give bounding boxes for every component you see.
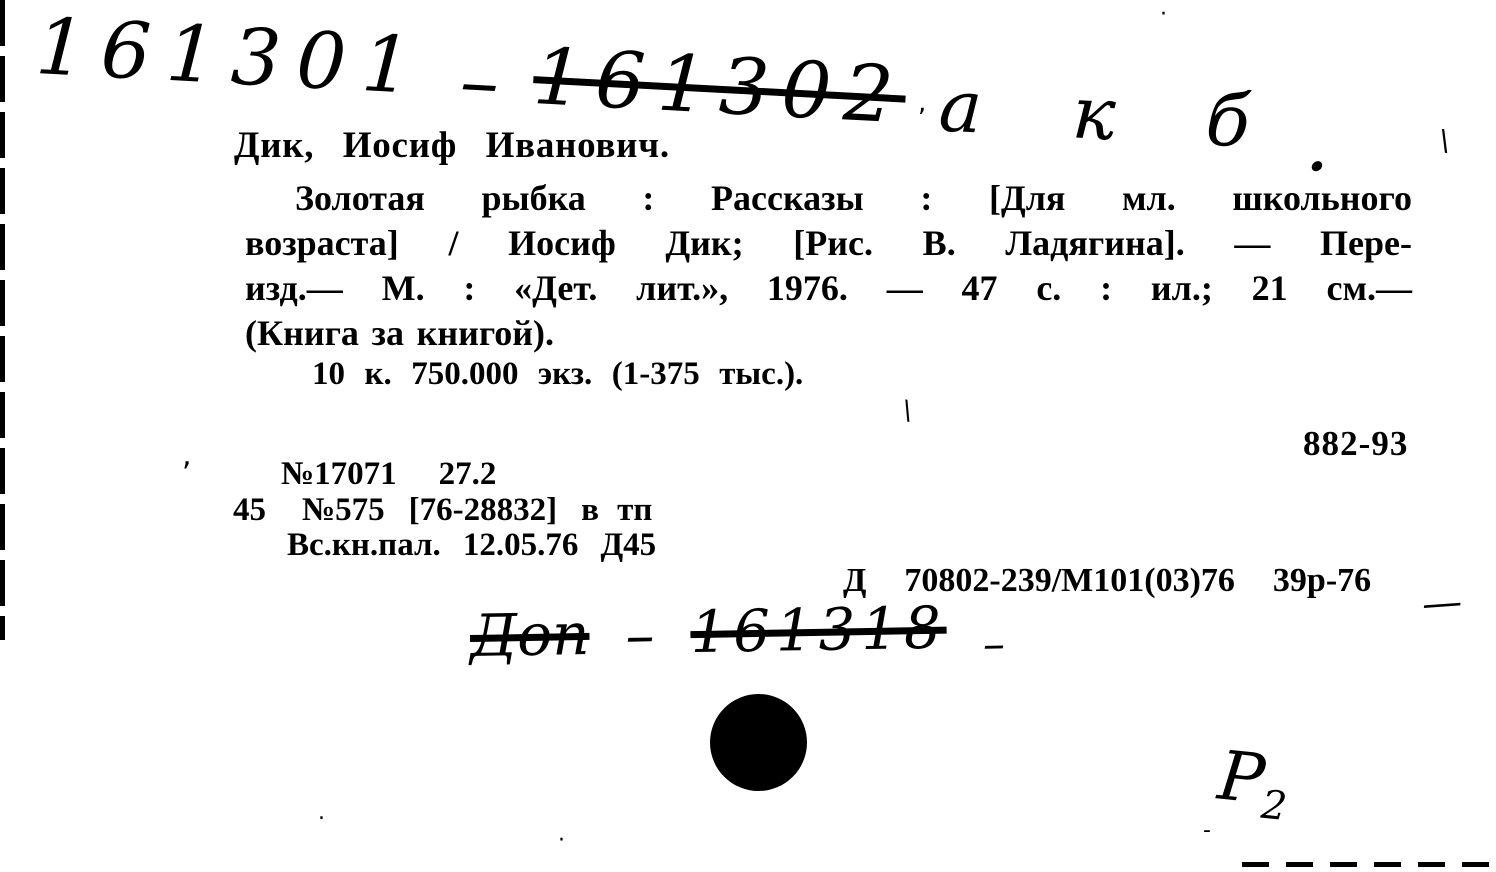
punch-hole: [710, 694, 807, 791]
ink-speck: ,: [918, 88, 927, 118]
ink-speck: ·: [1160, 2, 1167, 27]
book-chamber-line: Вс.кн.пал. 12.05.76 Д45: [287, 527, 657, 563]
handwritten-struck-annotation: [469, 593, 1005, 670]
index-price-code: 39р-76: [1272, 562, 1372, 599]
handwritten-period: .: [1303, 98, 1333, 190]
order-number: №17071: [281, 456, 397, 492]
ink-speck: ·: [558, 828, 565, 853]
index-code: 70802-239/М101(03)76: [904, 562, 1235, 599]
accession-number-end-struck: 161302: [531, 32, 908, 142]
series-prefix: 45: [233, 492, 266, 528]
registration-line-1: [281, 456, 496, 493]
accession-range-dash: –: [457, 36, 502, 129]
corner-letter: P: [1214, 736, 1269, 820]
series-number: №575: [302, 492, 385, 528]
index-letter: Д: [843, 562, 867, 599]
class-code: 27.2: [438, 456, 497, 492]
ink-speck: \: [1437, 123, 1453, 158]
udc-number: 882-93: [1303, 424, 1409, 463]
description-line: возраста] / Иосиф Дик; [Рис. В. Ладягина]. — Пере-: [245, 223, 1412, 263]
handwritten-tail-dash: —: [1420, 578, 1464, 628]
ink-speck: -: [1203, 818, 1211, 843]
handwritten-letters: а к б: [936, 63, 1275, 165]
batch-code: [76-28832]: [408, 492, 558, 528]
ink-speck: \: [899, 395, 915, 427]
ink-speck: .: [318, 800, 325, 825]
batch-suffix: в тп: [581, 492, 653, 528]
struck-accession-number: 161318: [689, 593, 948, 667]
annotation-dash: –: [624, 600, 656, 670]
handwritten-corner-mark: [1214, 737, 1294, 831]
struck-word: Доп: [469, 599, 591, 670]
description-line: Золотая рыбка : Рассказы : [Для мл. школьного: [295, 178, 1412, 218]
ink-speck: ,: [182, 438, 192, 473]
price-and-print-run: 10 к. 750.000 экз. (1-375 тыс.).: [312, 356, 804, 392]
bottom-dashed-line: [1242, 862, 1496, 867]
accession-number-start: 161301: [33, 2, 430, 113]
description-line: изд.— М. : «Дет. лит.», 1976. — 47 с. : ил.; 21 см.—: [245, 268, 1412, 308]
author-heading: Дик, Иосиф Иванович.: [234, 125, 670, 166]
registration-line-2: [233, 492, 652, 529]
description-line: (Книга за книгой).: [245, 313, 554, 353]
corner-subscript: 2: [1259, 781, 1289, 831]
scan-edge-artifact: [0, 0, 5, 640]
annotation-tail-dash: –: [982, 618, 1006, 671]
handwritten-accession-range: [33, 2, 1335, 190]
bibliographic-description: [245, 176, 1412, 356]
